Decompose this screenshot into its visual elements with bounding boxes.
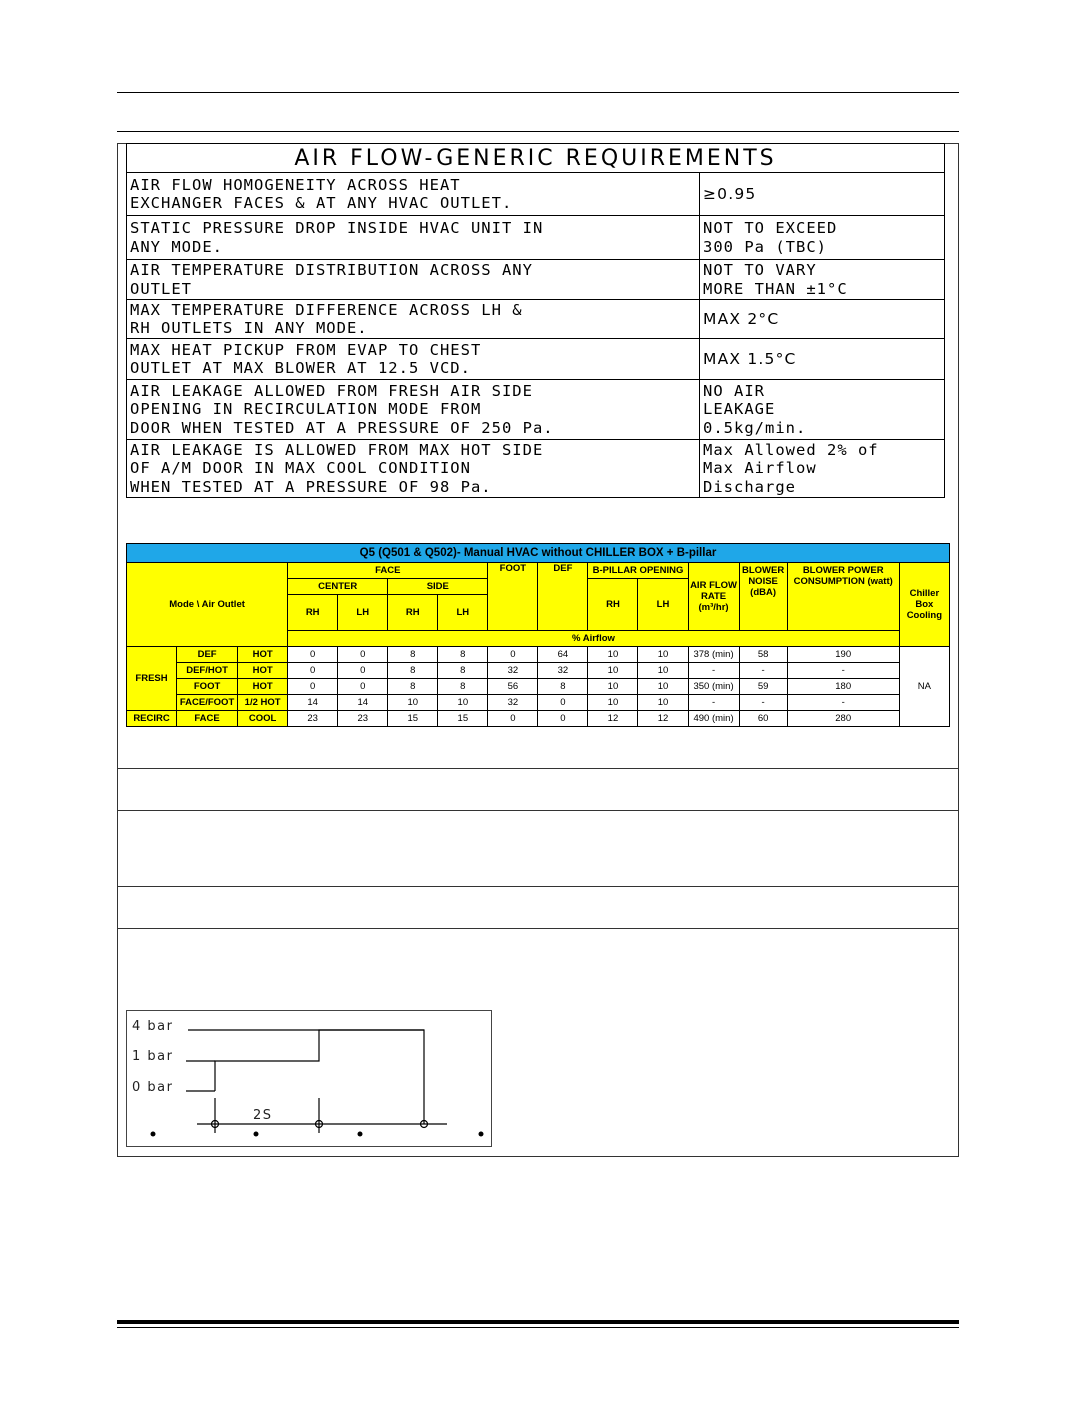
table-cell: 8 [438,663,488,679]
table-cell: 8 [388,679,438,695]
table-cell: 0 [538,711,588,727]
bpillar-header: B-PILLAR OPENING [588,563,688,579]
table-cell: 10 [588,695,638,711]
requirement-text: AIR LEAKAGE IS ALLOWED FROM MAX HOT SIDE OF A/M DOOR IN MAX COOL CONDITION WHEN TESTED AT A PRESSURE OF 98 Pa. [127,440,700,498]
table-cell: 32 [488,663,538,679]
table-cell: 0 [288,679,338,695]
table-cell: 23 [288,711,338,727]
def-header: DEF [538,563,588,631]
table-cell: 350 (min) [688,679,739,695]
table-cell: 14 [288,695,338,711]
table-cell: - [787,695,899,711]
requirement-value: MAX 1.5°C [700,339,945,380]
bullet-dot [358,1132,363,1137]
table-cell: 58 [739,647,787,663]
pressure-diagram-svg [127,1011,491,1146]
table-cell: 8 [388,647,438,663]
table-cell: 0 [288,647,338,663]
pressure-step-diagram [126,1010,492,1147]
temp-cell: HOT [238,663,288,679]
table-cell: 8 [438,679,488,695]
table-cell: 0 [488,711,538,727]
table-cell: 10 [438,695,488,711]
fresh-group-label: FRESH [127,647,177,711]
requirement-text: AIR FLOW HOMOGENEITY ACROSS HEAT EXCHANGER FACES & AT ANY HVAC OUTLET. [127,173,700,216]
table-cell: 0 [338,663,388,679]
requirement-value: ≥0.95 [700,173,945,216]
table-cell: - [688,663,739,679]
requirement-text: AIR TEMPERATURE DISTRIBUTION ACROSS ANY OUTLET [127,260,700,300]
frame-divider [117,886,959,887]
table-cell: 10 [588,647,638,663]
table-cell: 8 [438,647,488,663]
requirement-text: AIR LEAKAGE ALLOWED FROM FRESH AIR SIDE OPENING IN RECIRCULATION MODE FROM DOOR WHEN TESTED AT A PRESSURE OF 250 Pa. [127,380,700,440]
duration-label: 2S [253,1108,273,1123]
table-cell: 10 [638,679,688,695]
temp-cell: 1/2 HOT [238,695,288,711]
table-cell: 190 [787,647,899,663]
air-flow-requirements-table [126,143,945,498]
table-cell: 10 [588,663,638,679]
requirement-text: MAX HEAT PICKUP FROM EVAP TO CHEST OUTLET AT MAX BLOWER AT 12.5 VCD. [127,339,700,380]
foot-header: FOOT [488,563,538,631]
table-cell: 180 [787,679,899,695]
mode-cell: DEF [177,647,238,663]
percent-airflow-header: % Airflow [288,631,900,647]
table-cell: 0 [338,647,388,663]
mode-cell: FOOT [177,679,238,695]
table-cell: - [787,663,899,679]
requirement-text: STATIC PRESSURE DROP INSIDE HVAC UNIT IN ANY MODE. [127,216,700,260]
table-cell: 56 [488,679,538,695]
recirc-group-label: RECIRC [127,711,177,727]
table-cell: 10 [638,695,688,711]
table-cell: 15 [438,711,488,727]
temp-cell: COOL [238,711,288,727]
label-4-bar: 4 bar [132,1019,174,1034]
table-cell: 8 [538,679,588,695]
requirement-value: MAX 2°C [700,300,945,339]
table-cell: 0 [288,663,338,679]
air-flow-rate-label: AIR FLOW RATE [690,580,738,602]
table-cell: 12 [588,711,638,727]
bullet-dot [151,1132,156,1137]
header-rule [117,92,959,93]
requirements-title: AIR FLOW-GENERIC REQUIREMENTS [127,144,945,173]
mode-cell: FACE/FOOT [177,695,238,711]
hvac-table-caption: Q5 (Q501 & Q502)- Manual HVAC without CHILLER BOX + B-pillar [127,544,950,563]
table-cell: 10 [388,695,438,711]
table-cell: 59 [739,679,787,695]
table-cell: 0 [338,679,388,695]
frame-divider [117,928,959,929]
table-cell: 64 [538,647,588,663]
requirement-text: MAX TEMPERATURE DIFFERENCE ACROSS LH & RH OUTLETS IN ANY MODE. [127,300,700,339]
mode-outlet-header: Mode \ Air Outlet [127,563,288,647]
table-cell: 0 [538,695,588,711]
table-cell: - [688,695,739,711]
footer-rule-thin [117,1327,959,1328]
requirement-value: NO AIR LEAKAGE 0.5kg/min. [700,380,945,440]
side-rh-header: RH [388,595,438,631]
hvac-airflow-table [126,543,950,727]
bpillar-rh-header: RH [588,579,638,631]
frame-divider [117,810,959,811]
requirement-value: NOT TO VARY MORE THAN ±1°C [700,260,945,300]
table-cell: 378 (min) [688,647,739,663]
blower-noise-header: BLOWER NOISE (dBA) [739,563,787,631]
frame-divider [117,768,959,769]
table-cell: 0 [488,647,538,663]
table-cell: 10 [638,663,688,679]
side-lh-header: LH [438,595,488,631]
bpillar-lh-header: LH [638,579,688,631]
mode-cell: DEF/HOT [177,663,238,679]
footer-rule-thick [117,1320,959,1324]
mode-cell: FACE [177,711,238,727]
label-1-bar: 1 bar [132,1049,174,1064]
blower-power-header: BLOWER POWER CONSUMPTION (watt) [787,563,899,631]
bullet-dot [479,1132,484,1137]
air-flow-rate-header [688,563,739,631]
section-rule [117,131,959,132]
table-cell: 280 [787,711,899,727]
label-0-bar: 0 bar [132,1080,174,1095]
table-cell: 15 [388,711,438,727]
face-header: FACE [288,563,488,579]
temp-cell: HOT [238,679,288,695]
center-rh-header: RH [288,595,338,631]
bullet-dot [254,1132,259,1137]
table-cell: - [739,663,787,679]
table-cell: 32 [488,695,538,711]
requirement-value: Max Allowed 2% of Max Airflow Discharge [700,440,945,498]
center-lh-header: LH [338,595,388,631]
table-cell: 490 (min) [688,711,739,727]
temp-cell: HOT [238,647,288,663]
table-cell: - [739,695,787,711]
side-header: SIDE [388,579,488,595]
table-cell: 8 [388,663,438,679]
table-cell: 14 [338,695,388,711]
table-cell: 32 [538,663,588,679]
air-flow-unit-label: (m³/hr) [698,602,729,613]
table-cell: 12 [638,711,688,727]
chiller-value-cell: NA [899,647,949,727]
table-cell: 10 [588,679,638,695]
table-cell: 10 [638,647,688,663]
chiller-header: Chiller Box Cooling [899,563,949,647]
table-cell: 60 [739,711,787,727]
table-cell: 23 [338,711,388,727]
requirement-value: NOT TO EXCEED 300 Pa (TBC) [700,216,945,260]
center-header: CENTER [288,579,388,595]
